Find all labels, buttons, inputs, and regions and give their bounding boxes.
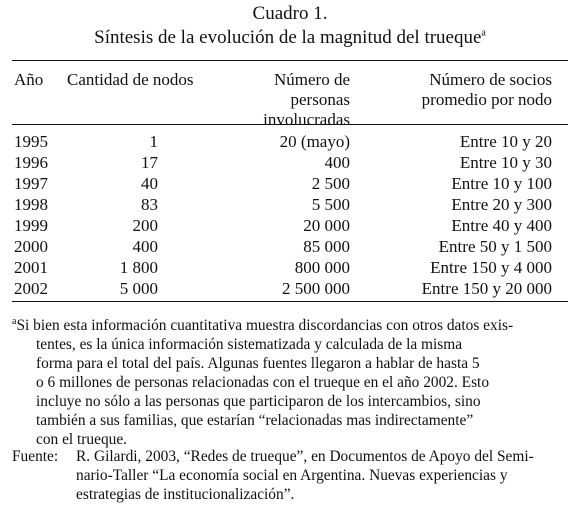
- table-row: [0, 152, 580, 173]
- cell-socios: Entre 10 y 20: [459, 132, 552, 151]
- cell-nodes: 83: [141, 195, 158, 214]
- footnote-line: tentes, es la única información sistematizada y calculada de la misma: [36, 336, 463, 353]
- cell-people: 85 000: [303, 237, 350, 256]
- table-row: [0, 173, 580, 194]
- cell-nodes: 200: [132, 216, 158, 235]
- footnote-line: o 6 millones de personas relacionadas con el trueque en el año 2002. Esto: [36, 374, 490, 391]
- table-row: [0, 131, 580, 152]
- cell-socios: Entre 20 y 300: [451, 195, 552, 214]
- header-socios-line2: promedio por nodo: [421, 90, 552, 109]
- cell-socios: Entre 10 y 100: [451, 174, 552, 193]
- cell-year: 2002: [14, 279, 48, 298]
- header-nodes: Cantidad de nodos: [67, 70, 194, 89]
- footnote-text: Si bien esta información cuantitativa muestra discordancias con otros datos exis-: [16, 317, 514, 334]
- source-label: Fuente:: [12, 448, 59, 465]
- footnote-line: incluye no sólo a las personas que participaron de los intercambios, sino: [36, 393, 481, 410]
- cell-people: 2 500 000: [282, 279, 350, 298]
- header-rule: [12, 124, 568, 125]
- cell-people: 2 500: [311, 174, 350, 193]
- source-line: nario-Taller “La economía social en Argentina. Nuevas experiencias y: [76, 467, 508, 484]
- footnote-line: [12, 316, 566, 335]
- cell-people: 800 000: [294, 258, 350, 277]
- cell-people: 20 000: [303, 216, 350, 235]
- header-people-line1: Número de personas: [273, 70, 350, 109]
- source-line: estrategias de institucionalización”.: [76, 486, 295, 503]
- table-row: [0, 215, 580, 236]
- cell-nodes: 17: [141, 153, 158, 172]
- cell-year: 2001: [14, 258, 48, 277]
- cell-year: 2000: [14, 237, 48, 256]
- cell-socios: Entre 40 y 400: [451, 216, 552, 235]
- cell-socios: Entre 50 y 1 500: [438, 237, 552, 256]
- cell-nodes: 1: [149, 132, 158, 151]
- table-number: Cuadro 1.: [252, 3, 328, 24]
- table-title-text: Síntesis de la evolución de la magnitud del trueque: [94, 27, 482, 48]
- cell-people: 5 500: [311, 195, 350, 214]
- header-people: [230, 70, 350, 130]
- header-socios: [400, 70, 552, 110]
- source-text: [76, 447, 566, 504]
- footnote-line: también a sus familias, que estarían “relacionadas mas indirectamente”: [36, 412, 474, 429]
- table-row: [0, 236, 580, 257]
- header-year: Año: [14, 70, 44, 89]
- footnote: [12, 316, 566, 449]
- cell-people: 400: [324, 153, 350, 172]
- cell-nodes: 1 800: [119, 258, 158, 277]
- cell-year: 1996: [14, 153, 48, 172]
- top-rule: [12, 60, 568, 61]
- source-line: R. Gilardi, 2003, “Redes de trueque”, en Documentos de Apoyo del Semi-: [76, 448, 534, 465]
- cell-year: 1997: [14, 174, 48, 193]
- table-row: [0, 278, 580, 299]
- footnote-line: con el trueque.: [36, 431, 128, 448]
- cell-socios: Entre 10 y 30: [459, 153, 552, 172]
- footnote-marker: a: [481, 27, 486, 39]
- cell-nodes: 5 000: [119, 279, 158, 298]
- footnote-marker: a: [12, 315, 17, 327]
- table-body: [0, 131, 580, 299]
- footnote-line: forma para el total del país. Algunas fuentes llegaron a hablar de hasta 5: [36, 355, 480, 372]
- cell-socios: Entre 150 y 4 000: [430, 258, 552, 277]
- cell-year: 1995: [14, 132, 48, 151]
- table-row: [0, 257, 580, 278]
- cell-year: 1998: [14, 195, 48, 214]
- cell-year: 1999: [14, 216, 48, 235]
- cell-nodes: 400: [132, 237, 158, 256]
- table-row: [0, 194, 580, 215]
- header-people-line2: involucradas: [263, 110, 350, 129]
- bottom-rule: [12, 301, 568, 302]
- cell-people: 20 (mayo): [279, 132, 350, 151]
- table-title: [0, 26, 580, 50]
- header-socios-line1: Número de socios: [429, 70, 552, 89]
- cell-socios: Entre 150 y 20 000: [421, 279, 552, 298]
- cell-nodes: 40: [141, 174, 158, 193]
